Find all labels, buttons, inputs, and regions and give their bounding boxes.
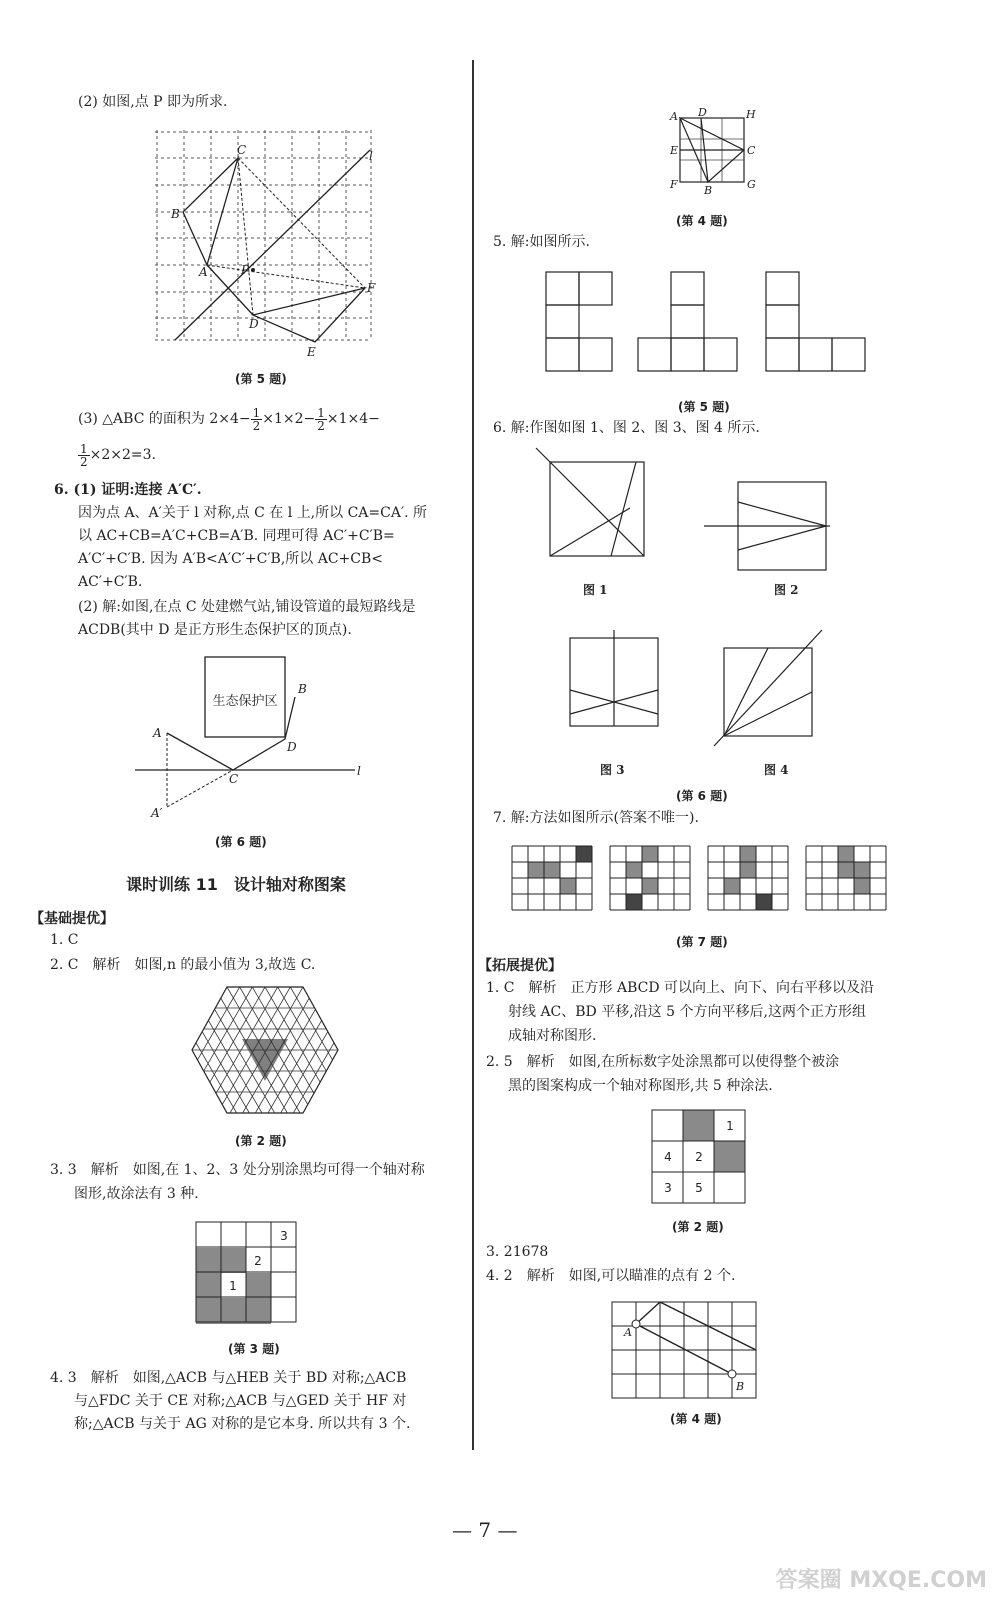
point-label-e: E: [670, 144, 679, 157]
fraction-half: $\frac{1}{2}$: [252, 405, 261, 433]
basic-q4-line2: 与△FDC 关于 CE 对称;△ACB 与△GED 关于 HF 对: [74, 1393, 407, 1409]
q5-part2-text: (2) 如图,点 P 即为所求.: [78, 94, 228, 110]
fig-figure3: [566, 630, 662, 735]
q6-part2-line1: (2) 解:如图,在点 C 处建燃气站,铺设管道的最短路线是: [78, 599, 416, 615]
formula-part-c: ×1×4−: [326, 411, 380, 427]
point-label-a: A: [199, 265, 208, 279]
point-label-g: G: [747, 178, 756, 191]
fig-figure2: [704, 480, 830, 570]
caption-fig5-right: (第 5 题): [678, 400, 730, 414]
ext-q1-line1: 1. C 解析 正方形 ABCD 可以向上、向下、向右平移以及沿: [486, 980, 875, 996]
ext-q2-grid: [652, 1110, 748, 1206]
point-label-c: C: [229, 772, 239, 786]
fig-label-4: 图 4: [764, 763, 789, 777]
basic-q3-line1: 3. 3 解析 如图,在 1、2、3 处分别涂黑均可得一个轴对称: [50, 1162, 425, 1178]
page-number: — 7 —: [452, 1518, 518, 1542]
grid-number-1: 1: [726, 1119, 734, 1133]
q3-shading-grid: [196, 1222, 298, 1324]
basic-q3-line2: 图形,故涂法有 3 种.: [74, 1186, 199, 1202]
q5-answer: 5. 解:如图所示.: [493, 234, 590, 250]
fig-figure4: [714, 628, 824, 746]
ext-q1-line2: 射线 AC、BD 平移,沿这 5 个方向平移后,这两个正方形组: [508, 1004, 866, 1020]
point-label-d: D: [287, 740, 297, 754]
basic-q4-line3: 称;△ACB 与关于 AG 对称的是它本身. 所以共有 3 个.: [74, 1416, 411, 1432]
fig5-nets-diagram: [546, 272, 876, 372]
point-label-c: C: [237, 143, 247, 157]
fig-figure1: [536, 448, 648, 558]
grid-number-4: 4: [664, 1150, 672, 1164]
watermark: 答案圈 MXQE.COM: [775, 1568, 987, 1593]
fig7-grids: [512, 846, 896, 914]
q7-answer: 7. 解:方法如图所示(答案不唯一).: [493, 810, 699, 826]
ext-q2-line1: 2. 5 解析 如图,在所标数字处涂黑都可以使得整个被涂: [486, 1054, 840, 1070]
fig-label-1: 图 1: [583, 583, 608, 597]
point-label-c: C: [747, 144, 756, 157]
q5-part3-formula-cont: [78, 440, 156, 470]
point-label-f: F: [367, 281, 376, 295]
point-label-d: D: [249, 317, 259, 331]
q6-answer: 6. 解:作图如图 1、图 2、图 3、图 4 所示.: [493, 420, 760, 436]
q6-line2: 以 AC+CB=A′C+CB=A′B. 同理可得 AC′+C′B=: [78, 528, 395, 544]
caption-q3: (第 3 题): [228, 1342, 280, 1356]
q6-line3: A′C′+C′B. 因为 A′B<A′C′+C′B,所以 AC+CB<: [78, 551, 384, 567]
point-label-e: E: [307, 345, 316, 359]
line-label-l: l: [369, 149, 373, 163]
eco-zone-label: 生态保护区: [212, 694, 278, 709]
formula-part-b: ×1×2−: [262, 411, 316, 427]
point-label-b: B: [736, 1380, 745, 1393]
point-label-a: A: [670, 110, 678, 123]
grid-number-5: 5: [695, 1181, 703, 1195]
section-extend: 【拓展提优】: [478, 958, 562, 974]
formula-part-d: ×2×2=3.: [89, 447, 157, 463]
fig-label-3: 图 3: [600, 763, 625, 777]
ext-q4-grid: [610, 1300, 760, 1400]
fig4-square-diagram: [670, 108, 760, 198]
basic-q1: 1. C: [50, 932, 79, 948]
caption-e4: (第 4 题): [670, 1412, 722, 1426]
point-label-h: H: [746, 108, 756, 121]
point-label-a: A: [624, 1326, 632, 1339]
grid-number-1: 1: [229, 1279, 237, 1293]
ext-q2-line2: 黑的图案构成一个轴对称图形,共 5 种涂法.: [508, 1078, 773, 1094]
q6-line4: AC′+C′B.: [78, 574, 143, 590]
caption-fig4: (第 4 题): [676, 214, 728, 228]
q6-line1: 因为点 A、A′关于 l 对称,点 C 在 l 上,所以 CA=CA′. 所: [78, 505, 428, 521]
q5-part3-formula: [78, 404, 380, 434]
grid-number-3: 3: [664, 1181, 672, 1195]
grid-number-2: 2: [695, 1150, 703, 1164]
line-label-l: l: [357, 764, 361, 778]
formula-part-a: (3) △ABC 的面积为 2×4−: [78, 411, 251, 427]
fraction-half: $\frac{1}{2}$: [317, 405, 325, 433]
grid-number-2: 2: [254, 1254, 262, 1268]
point-label-b: B: [704, 184, 713, 197]
basic-q4-line1: 4. 3 解析 如图,△ACB 与△HEB 关于 BD 对称;△ACB: [50, 1370, 407, 1386]
point-label-b: B: [298, 682, 307, 696]
caption-fig5: (第 5 题): [235, 372, 287, 386]
section-basic: 【基础提优】: [30, 911, 114, 927]
point-label-f: F: [670, 178, 678, 191]
caption-e2: (第 2 题): [672, 1220, 724, 1234]
point-label-a: A: [153, 726, 162, 740]
hexagon-triangle-grid: [190, 985, 340, 1115]
caption-q2: (第 2 题): [235, 1134, 287, 1148]
section-heading: 课时训练 11 设计轴对称图案: [126, 875, 346, 894]
column-divider: [472, 60, 474, 1450]
fig-label-2: 图 2: [774, 583, 799, 597]
fig6-pipeline-diagram: [135, 655, 365, 830]
ext-q4: 4. 2 解析 如图,可以瞄准的点有 2 个.: [486, 1268, 736, 1284]
q6-part2-line2: ACDB(其中 D 是正方形生态保护区的顶点).: [78, 622, 352, 638]
caption-fig6-right: (第 6 题): [676, 789, 728, 803]
fig5-grid-diagram: [155, 130, 375, 360]
point-label-p: P: [241, 263, 250, 277]
point-label-d: D: [698, 106, 707, 119]
ext-q1-line3: 成轴对称图形.: [508, 1028, 597, 1044]
caption-fig6: (第 6 题): [215, 835, 267, 849]
fraction-half: $\frac{1}{2}$: [80, 441, 88, 469]
ext-q3: 3. 21678: [486, 1244, 549, 1260]
point-label-b: B: [171, 207, 180, 221]
q6-title: 6. (1) 证明:连接 A′C′.: [54, 482, 202, 498]
point-label-a-prime: A′: [151, 806, 163, 820]
caption-fig7: (第 7 题): [676, 935, 728, 949]
grid-number-3: 3: [280, 1229, 288, 1243]
basic-q2: 2. C 解析 如图,n 的最小值为 3,故选 C.: [50, 957, 316, 973]
